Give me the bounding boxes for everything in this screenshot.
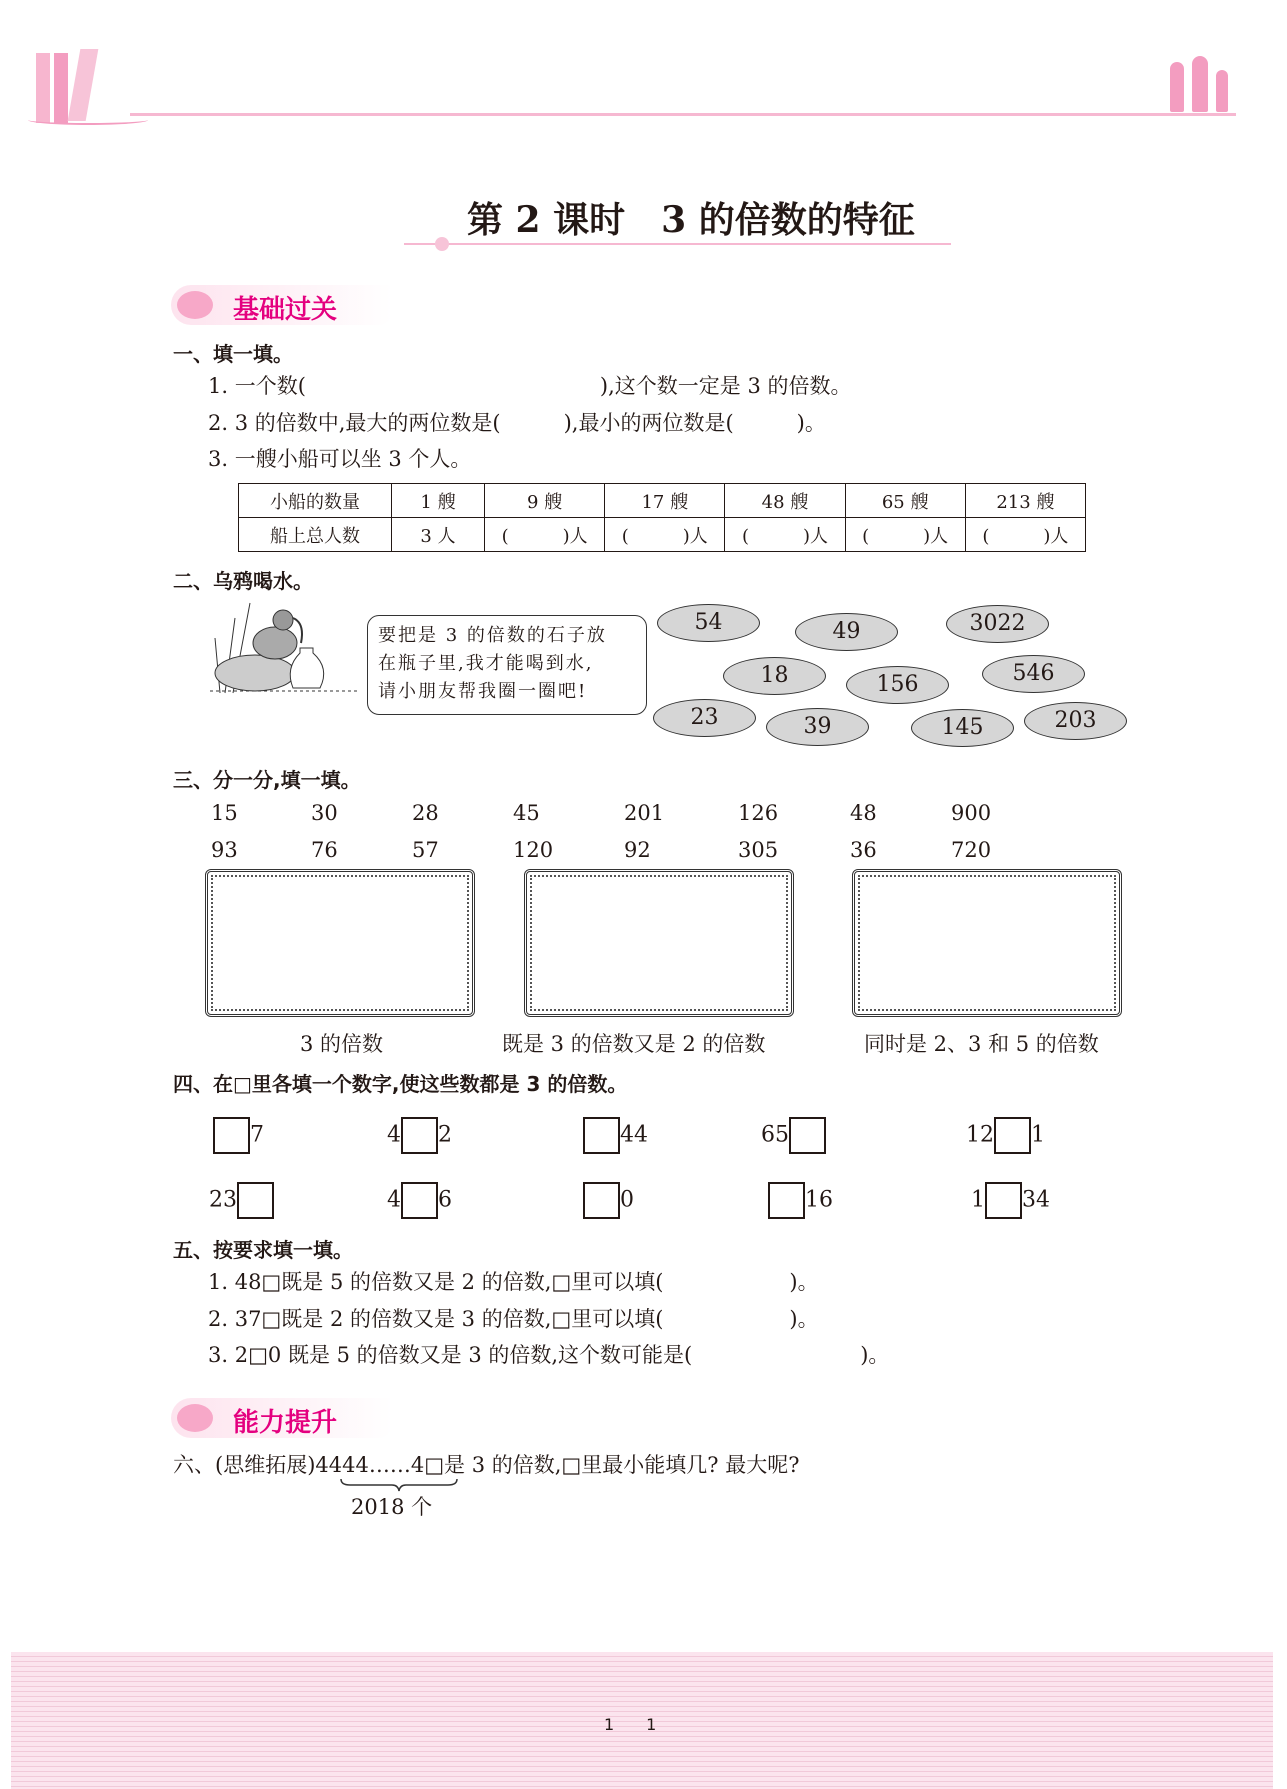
q6-text: 六、(思维拓展)4444……4□是 3 的倍数,□里最小能填几? 最大呢? — [173, 1453, 800, 1477]
digit-item: 4 6 — [387, 1181, 452, 1219]
brace — [340, 1478, 458, 1492]
speech-line: 要把是 3 的倍数的石子放 — [378, 625, 607, 646]
q5-item-2: 2. 37□既是 2 的倍数又是 3 的倍数,□里可以填( )。 — [208, 1307, 819, 1331]
digit-box[interactable] — [213, 1117, 250, 1154]
stone[interactable]: 54 — [657, 604, 760, 642]
q4-heading: 四、在□里各填一个数字,使这些数都是 3 的倍数。 — [173, 1072, 628, 1096]
digit-item: 1 34 — [971, 1181, 1050, 1219]
digit-box[interactable] — [583, 1182, 620, 1219]
digit-box[interactable] — [401, 1182, 438, 1219]
section-badge-advanced: 能力提升 — [171, 1398, 393, 1438]
digit-box[interactable] — [985, 1182, 1022, 1219]
digit-item: 16 — [768, 1181, 833, 1219]
number: 15 — [211, 801, 238, 825]
table-cell: 船上总人数 — [239, 518, 392, 552]
q3-heading: 三、分一分,填一填。 — [173, 768, 361, 792]
stone[interactable]: 203 — [1024, 702, 1127, 740]
stone[interactable]: 23 — [653, 699, 756, 737]
crow-illustration — [205, 598, 365, 695]
stone[interactable]: 145 — [911, 709, 1014, 747]
q5-item-1: 1. 48□既是 5 的倍数又是 2 的倍数,□里可以填( )。 — [208, 1270, 819, 1294]
digit-item: 12 1 — [966, 1116, 1045, 1154]
answer-cell[interactable]: ( )人 — [605, 518, 725, 552]
table-row — [239, 518, 1086, 552]
number: 57 — [412, 838, 439, 862]
q5-heading: 五、按要求填一填。 — [173, 1238, 353, 1262]
q1-heading: 一、填一填。 — [173, 342, 293, 366]
answer-frame-multiples-of-3[interactable] — [205, 869, 475, 1017]
boat-table — [238, 483, 1086, 552]
number: 720 — [951, 838, 992, 862]
digit-item: 7 — [213, 1116, 264, 1154]
digit-box[interactable] — [768, 1182, 805, 1219]
title-underline — [404, 243, 951, 245]
number: 900 — [951, 801, 992, 825]
table-cell: 48 艘 — [725, 484, 845, 518]
number: 93 — [211, 838, 238, 862]
number: 305 — [738, 838, 779, 862]
digit-item: 65 — [761, 1116, 826, 1154]
q1-item-2: 2. 3 的倍数中,最大的两位数是( ),最小的两位数是( )。 — [208, 411, 826, 435]
number: 28 — [412, 801, 439, 825]
stone[interactable]: 39 — [766, 708, 869, 746]
speech-line: 在瓶子里,我才能喝到水, — [378, 653, 594, 674]
table-cell: 65 艘 — [845, 484, 965, 518]
digit-box[interactable] — [994, 1117, 1031, 1154]
number: 201 — [624, 801, 665, 825]
page-number: 1 1 — [604, 1715, 657, 1734]
digit-box[interactable] — [583, 1117, 620, 1154]
stone[interactable]: 49 — [795, 613, 898, 651]
answer-cell[interactable]: ( )人 — [845, 518, 965, 552]
digit-box[interactable] — [237, 1182, 274, 1219]
header-rule — [130, 113, 1236, 116]
answer-cell[interactable]: ( )人 — [485, 518, 605, 552]
speech-bubble — [367, 615, 647, 715]
number: 126 — [738, 801, 779, 825]
stone[interactable]: 156 — [846, 666, 949, 704]
stone[interactable]: 3022 — [946, 605, 1049, 643]
brace-label: 2018 个 — [351, 1495, 433, 1519]
answer-frame-multiples-of-3-and-2[interactable] — [524, 869, 794, 1017]
table-cell: 17 艘 — [605, 484, 725, 518]
table-cell: 3 人 — [392, 518, 485, 552]
number: 48 — [850, 801, 877, 825]
table-row — [239, 484, 1086, 518]
speech-line: 请小朋友帮我圈一圈吧! — [378, 681, 588, 702]
table-cell: 小船的数量 — [239, 484, 392, 518]
digit-box[interactable] — [401, 1117, 438, 1154]
frame-label: 同时是 2、3 和 5 的倍数 — [864, 1032, 1099, 1056]
section-badge-basic: 基础过关 — [171, 285, 393, 325]
digit-item: 4 2 — [387, 1116, 452, 1154]
q1-item-1: 1. 一个数( ),这个数一定是 3 的倍数。 — [208, 374, 852, 398]
frame-label: 3 的倍数 — [300, 1032, 384, 1056]
table-cell: 1 艘 — [392, 484, 485, 518]
graduation-cap-icon — [177, 291, 213, 319]
title-underline-dot — [435, 237, 449, 251]
number: 120 — [513, 838, 554, 862]
q5-item-3: 3. 2□0 既是 5 的倍数又是 3 的倍数,这个数可能是( )。 — [208, 1343, 890, 1367]
digit-item: 23 — [209, 1181, 274, 1219]
q2-heading: 二、乌鸦喝水。 — [173, 569, 313, 593]
q1-item-3: 3. 一艘小船可以坐 3 个人。 — [208, 447, 472, 471]
number: 92 — [624, 838, 651, 862]
page-title: 第 2 课时 3 的倍数的特征 — [467, 199, 915, 241]
number: 76 — [311, 838, 338, 862]
digit-box[interactable] — [789, 1117, 826, 1154]
number: 36 — [850, 838, 877, 862]
digit-item: 44 — [583, 1116, 648, 1154]
answer-frame-multiples-of-2-3-5[interactable] — [852, 869, 1122, 1017]
number: 45 — [513, 801, 540, 825]
number: 30 — [311, 801, 338, 825]
table-cell: 213 艘 — [965, 484, 1085, 518]
digit-item: 0 — [583, 1181, 634, 1219]
table-cell: 9 艘 — [485, 484, 605, 518]
answer-cell[interactable]: ( )人 — [965, 518, 1085, 552]
answer-cell[interactable]: ( )人 — [725, 518, 845, 552]
stone[interactable]: 546 — [982, 655, 1085, 693]
header-children-silhouette — [1160, 40, 1236, 114]
rocket-icon — [177, 1404, 213, 1432]
stone[interactable]: 18 — [723, 657, 826, 695]
frame-label: 既是 3 的倍数又是 2 的倍数 — [502, 1032, 766, 1056]
